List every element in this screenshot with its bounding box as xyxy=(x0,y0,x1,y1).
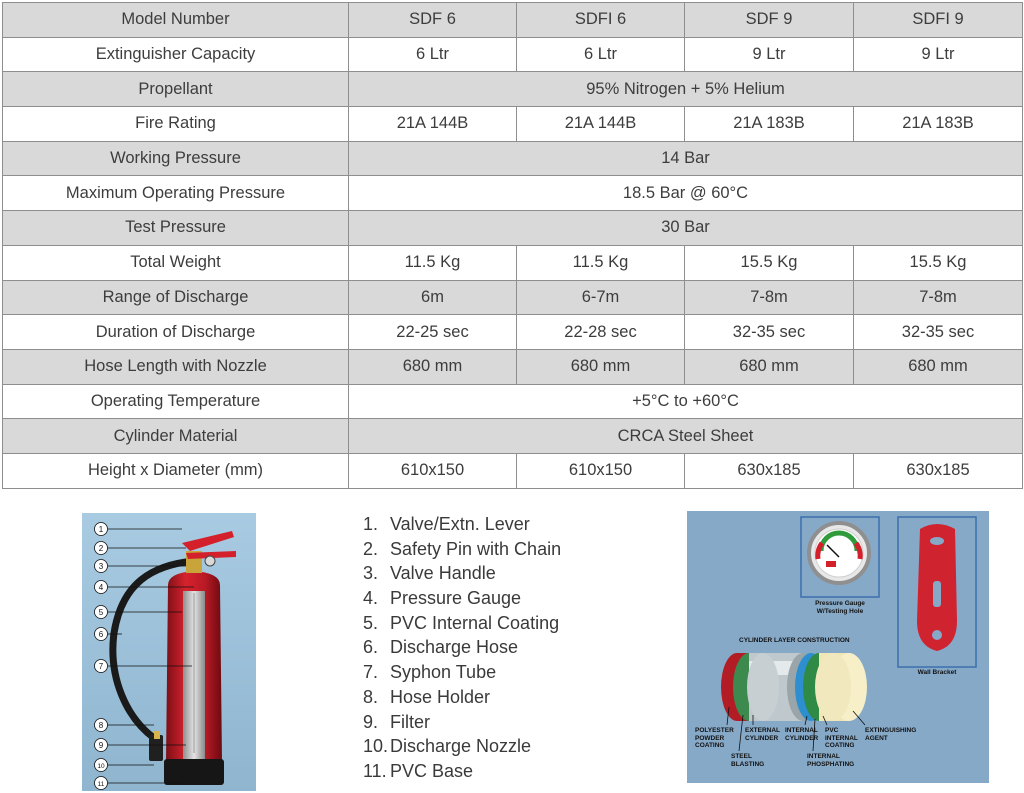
list-item xyxy=(363,586,561,611)
list-item-number: 5. xyxy=(363,612,379,633)
table-cell: 680 mm xyxy=(349,349,517,384)
parts-list xyxy=(363,512,561,784)
list-item-label: Syphon Tube xyxy=(390,662,497,683)
table-cell-merged: +5°C to +60°C xyxy=(349,384,1023,419)
list-item-label: Filter xyxy=(390,711,430,732)
table-row xyxy=(3,419,1023,454)
table-cell: 610x150 xyxy=(517,453,685,488)
list-item-number: 8. xyxy=(363,686,379,707)
table-cell: 7-8m xyxy=(854,280,1023,315)
table-cell: 680 mm xyxy=(854,349,1023,384)
layer-polyester-label: POLYESTER POWDER COATING xyxy=(695,727,734,749)
table-cell: 21A 144B xyxy=(517,107,685,142)
row-label: Operating Temperature xyxy=(3,384,349,419)
callout-number: 11 xyxy=(97,781,105,788)
list-item-label: Valve Handle xyxy=(390,563,496,584)
callout-number: 6 xyxy=(98,630,104,639)
table-cell-merged: 95% Nitrogen + 5% Helium xyxy=(349,72,1023,107)
callout-number: 3 xyxy=(98,562,104,571)
table-cell: 7-8m xyxy=(685,280,854,315)
list-item xyxy=(363,685,561,710)
table-cell: 6-7m xyxy=(517,280,685,315)
table-cell: 15.5 Kg xyxy=(685,245,854,280)
table-row xyxy=(3,176,1023,211)
table-cell: 11.5 Kg xyxy=(517,245,685,280)
table-cell: 630x185 xyxy=(685,453,854,488)
extinguisher-cutaway-photo xyxy=(82,513,256,791)
table-cell: 680 mm xyxy=(685,349,854,384)
list-item-label: PVC Base xyxy=(390,760,474,781)
row-label: Propellant xyxy=(3,72,349,107)
header-sdf9: SDF 9 xyxy=(685,3,854,38)
callout-number: 2 xyxy=(98,544,104,553)
list-item-number: 2. xyxy=(363,538,379,559)
table-cell: 6m xyxy=(349,280,517,315)
extinguisher-illustration xyxy=(82,513,256,791)
table-row xyxy=(3,453,1023,488)
list-item-number: 6. xyxy=(363,637,379,658)
table-cell: 6 Ltr xyxy=(517,37,685,72)
list-item-label: PVC Internal Coating xyxy=(390,612,560,633)
list-item-number: 7. xyxy=(363,662,379,683)
row-label: Extinguisher Capacity xyxy=(3,37,349,72)
callout-number: 10 xyxy=(97,763,105,770)
list-item-number: 4. xyxy=(363,588,379,609)
callout-number: 1 xyxy=(98,525,104,534)
table-cell-merged: 14 Bar xyxy=(349,141,1023,176)
table-cell: 21A 183B xyxy=(854,107,1023,142)
table-row xyxy=(3,315,1023,350)
layer-pvc-coating-label: PVC INTERNAL COATING xyxy=(825,727,858,749)
specification-table-body xyxy=(3,3,1023,489)
layer-internal-phosphating-label: INTERNAL PHOSPHATING xyxy=(807,753,855,768)
layer-steel-blasting-label: STEEL BLASTING xyxy=(731,753,765,768)
header-sdfi6: SDFI 6 xyxy=(517,3,685,38)
table-cell: 22-28 sec xyxy=(517,315,685,350)
table-row xyxy=(3,245,1023,280)
header-sdf6: SDF 6 xyxy=(349,3,517,38)
layer-extinguishing-agent-label: EXTINGUISHING AGENT xyxy=(865,727,917,742)
table-cell-merged: 30 Bar xyxy=(349,211,1023,246)
callout-number: 8 xyxy=(98,721,104,730)
table-cell: 610x150 xyxy=(349,453,517,488)
table-cell: 6 Ltr xyxy=(349,37,517,72)
table-row xyxy=(3,384,1023,419)
table-row xyxy=(3,141,1023,176)
list-item xyxy=(363,611,561,636)
list-item xyxy=(363,660,561,685)
list-item xyxy=(363,710,561,735)
list-item xyxy=(363,561,561,586)
table-row xyxy=(3,72,1023,107)
header-model-number: Model Number xyxy=(3,3,349,38)
list-item-number: 10. xyxy=(363,736,389,757)
table-cell: 630x185 xyxy=(854,453,1023,488)
list-item-number: 3. xyxy=(363,563,379,584)
list-item-number: 1. xyxy=(363,514,379,534)
table-row xyxy=(3,107,1023,142)
table-cell: 32-35 sec xyxy=(854,315,1023,350)
table-cell-merged: 18.5 Bar @ 60°C xyxy=(349,176,1023,211)
list-item xyxy=(363,512,561,537)
table-cell: 21A 183B xyxy=(685,107,854,142)
table-row xyxy=(3,280,1023,315)
table-cell: 22-25 sec xyxy=(349,315,517,350)
table-cell: 32-35 sec xyxy=(685,315,854,350)
table-row xyxy=(3,211,1023,246)
callout-number: 5 xyxy=(98,608,104,617)
row-label: Range of Discharge xyxy=(3,280,349,315)
list-item xyxy=(363,635,561,660)
table-cell-merged: CRCA Steel Sheet xyxy=(349,419,1023,454)
layers-title: CYLINDER LAYER CONSTRUCTION xyxy=(739,637,850,644)
list-item xyxy=(363,734,561,759)
bracket-label: Wall Bracket xyxy=(917,669,957,676)
row-label: Maximum Operating Pressure xyxy=(3,176,349,211)
list-item xyxy=(363,759,561,784)
callout-number: 4 xyxy=(98,583,104,592)
row-label: Hose Length with Nozzle xyxy=(3,349,349,384)
callout-number: 7 xyxy=(98,662,104,671)
list-item-label: Discharge Nozzle xyxy=(390,736,532,757)
table-row xyxy=(3,349,1023,384)
list-item-label: Hose Holder xyxy=(390,686,491,707)
row-label: Duration of Discharge xyxy=(3,315,349,350)
callout-number: 9 xyxy=(98,741,104,750)
row-label: Total Weight xyxy=(3,245,349,280)
table-row xyxy=(3,37,1023,72)
table-cell: 21A 144B xyxy=(349,107,517,142)
row-label: Fire Rating xyxy=(3,107,349,142)
list-item-number: 9. xyxy=(363,711,379,732)
table-cell: 11.5 Kg xyxy=(349,245,517,280)
layer-external-cylinder-label: EXTERNAL CYLINDER xyxy=(745,727,780,742)
list-item-label: Valve/Extn. Lever xyxy=(390,514,530,534)
list-item xyxy=(363,537,561,562)
row-label: Cylinder Material xyxy=(3,419,349,454)
table-cell: 9 Ltr xyxy=(685,37,854,72)
list-item-label: Discharge Hose xyxy=(390,637,519,658)
row-label: Height x Diameter (mm) xyxy=(3,453,349,488)
gauge-label: Pressure Gauge W/Testing Hole xyxy=(815,600,865,615)
row-label: Working Pressure xyxy=(3,141,349,176)
table-cell: 9 Ltr xyxy=(854,37,1023,72)
table-header-row xyxy=(3,3,1023,38)
list-item-number: 11. xyxy=(363,760,387,781)
specification-table xyxy=(2,2,1023,489)
layer-internal-cylinder-label: INTERNAL CYLINDER xyxy=(785,727,819,742)
table-cell: 15.5 Kg xyxy=(854,245,1023,280)
table-cell: 680 mm xyxy=(517,349,685,384)
row-label: Test Pressure xyxy=(3,211,349,246)
list-item-label: Safety Pin with Chain xyxy=(390,538,562,559)
header-sdfi9: SDFI 9 xyxy=(854,3,1023,38)
list-item-label: Pressure Gauge xyxy=(390,588,522,609)
cylinder-construction-diagram xyxy=(687,511,989,783)
